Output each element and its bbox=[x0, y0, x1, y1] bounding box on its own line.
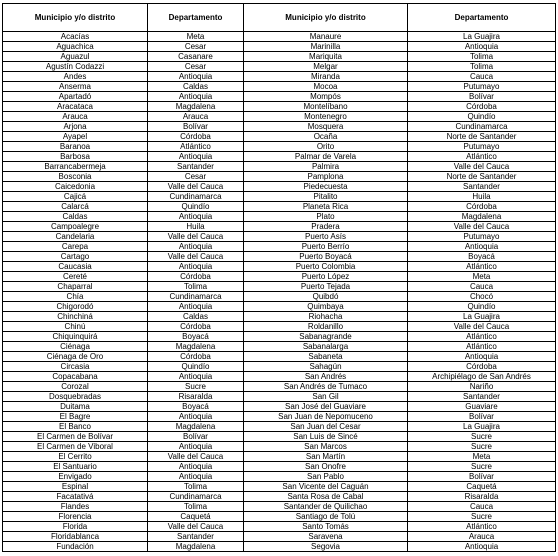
municipio-cell: Acacías bbox=[3, 32, 148, 42]
header-departamento-2: Departamento bbox=[408, 4, 556, 32]
departamento-cell: Antioquia bbox=[408, 352, 556, 362]
departamento-cell: Cesar bbox=[148, 42, 244, 52]
table-row bbox=[3, 302, 556, 312]
departamento-cell: Antioquia bbox=[148, 242, 244, 252]
municipio-cell: Aguazul bbox=[3, 52, 148, 62]
table-row bbox=[3, 532, 556, 542]
municipio-cell: Carepa bbox=[3, 242, 148, 252]
municipio-cell: Envigado bbox=[3, 472, 148, 482]
municipio-cell: Manaure bbox=[244, 32, 408, 42]
table-row bbox=[3, 232, 556, 242]
municipio-cell: Chinchiná bbox=[3, 312, 148, 322]
departamento-cell: Norte de Santander bbox=[408, 172, 556, 182]
departamento-cell: Cauca bbox=[408, 72, 556, 82]
table-row bbox=[3, 202, 556, 212]
municipio-cell: Campoalegre bbox=[3, 222, 148, 232]
municipio-cell: Saravena bbox=[244, 532, 408, 542]
municipio-cell: Ayapel bbox=[3, 132, 148, 142]
table-row bbox=[3, 172, 556, 182]
municipio-cell: Sabanalarga bbox=[244, 342, 408, 352]
departamento-cell: Chocó bbox=[408, 292, 556, 302]
municipio-cell: Facatativá bbox=[3, 492, 148, 502]
municipio-cell: Sabaneta bbox=[244, 352, 408, 362]
departamento-cell: Córdoba bbox=[408, 102, 556, 112]
departamento-cell: Cauca bbox=[408, 502, 556, 512]
departamento-cell: Cesar bbox=[148, 172, 244, 182]
municipio-cell: San Andrés bbox=[244, 372, 408, 382]
table-row bbox=[3, 72, 556, 82]
departamento-cell: Antioquia bbox=[408, 542, 556, 552]
departamento-cell: Magdalena bbox=[148, 542, 244, 552]
departamento-cell: Quindío bbox=[148, 202, 244, 212]
departamento-cell: Risaralda bbox=[148, 392, 244, 402]
departamento-cell: Valle del Cauca bbox=[148, 232, 244, 242]
departamento-cell: Guaviare bbox=[408, 402, 556, 412]
departamento-cell: Antioquia bbox=[148, 72, 244, 82]
municipio-cell: Santo Tomás bbox=[244, 522, 408, 532]
table-row bbox=[3, 402, 556, 412]
municipio-cell: Plato bbox=[244, 212, 408, 222]
departamento-cell: Nariño bbox=[408, 382, 556, 392]
municipio-cell: San Andrés de Tumaco bbox=[244, 382, 408, 392]
municipio-cell: San Juan de Nepomuceno bbox=[244, 412, 408, 422]
departamento-cell: Antioquia bbox=[148, 262, 244, 272]
departamento-cell: Santander bbox=[408, 182, 556, 192]
municipio-cell: Quibdó bbox=[244, 292, 408, 302]
departamento-cell: Putumayo bbox=[408, 232, 556, 242]
departamento-cell: Bolívar bbox=[408, 412, 556, 422]
municipio-cell: Fundación bbox=[3, 542, 148, 552]
departamento-cell: Atlántico bbox=[408, 342, 556, 352]
departamento-cell: Valle del Cauca bbox=[408, 322, 556, 332]
departamento-cell: Archipiélago de San Andrés bbox=[408, 372, 556, 382]
table-row bbox=[3, 372, 556, 382]
municipio-cell: Bosconia bbox=[3, 172, 148, 182]
municipio-cell: Duitama bbox=[3, 402, 148, 412]
municipio-cell: Ciénaga bbox=[3, 342, 148, 352]
municipio-cell: San Gil bbox=[244, 392, 408, 402]
departamento-cell: Córdoba bbox=[148, 272, 244, 282]
municipio-cell: El Carmen de Bolívar bbox=[3, 432, 148, 442]
departamento-cell: Valle del Cauca bbox=[148, 252, 244, 262]
municipio-cell: Puerto Tejada bbox=[244, 282, 408, 292]
departamento-cell: Caldas bbox=[148, 82, 244, 92]
municipio-cell: Piedecuesta bbox=[244, 182, 408, 192]
municipio-cell: Chigorodó bbox=[3, 302, 148, 312]
municipio-cell: Puerto Berrío bbox=[244, 242, 408, 252]
table-row bbox=[3, 462, 556, 472]
table-row bbox=[3, 502, 556, 512]
municipio-cell: Arjona bbox=[3, 122, 148, 132]
departamento-cell: Valle del Cauca bbox=[148, 182, 244, 192]
municipio-cell: Marinilla bbox=[244, 42, 408, 52]
table-row bbox=[3, 432, 556, 442]
table-row bbox=[3, 222, 556, 232]
header-row bbox=[3, 4, 556, 32]
municipio-cell: Dosquebradas bbox=[3, 392, 148, 402]
table-row bbox=[3, 522, 556, 532]
municipio-cell: Calarcá bbox=[3, 202, 148, 212]
table-row bbox=[3, 342, 556, 352]
municipio-cell: Flandes bbox=[3, 502, 148, 512]
municipio-cell: Mocoa bbox=[244, 82, 408, 92]
departamento-cell: Antioquia bbox=[148, 152, 244, 162]
departamento-cell: Quindío bbox=[148, 362, 244, 372]
departamento-cell: Sucre bbox=[408, 462, 556, 472]
departamento-cell: Arauca bbox=[148, 112, 244, 122]
table-row bbox=[3, 42, 556, 52]
departamento-cell: Magdalena bbox=[148, 102, 244, 112]
table-row bbox=[3, 452, 556, 462]
municipio-cell: Pamplona bbox=[244, 172, 408, 182]
departamento-cell: Atlántico bbox=[408, 262, 556, 272]
departamento-cell: Santander bbox=[148, 532, 244, 542]
departamento-cell: Casanare bbox=[148, 52, 244, 62]
table-row bbox=[3, 282, 556, 292]
departamento-cell: Boyacá bbox=[148, 402, 244, 412]
departamento-cell: Antioquia bbox=[148, 372, 244, 382]
municipio-cell: Circasia bbox=[3, 362, 148, 372]
municipio-cell: Candelaria bbox=[3, 232, 148, 242]
municipio-cell: Andes bbox=[3, 72, 148, 82]
table-row bbox=[3, 472, 556, 482]
municipio-cell: Sabanagrande bbox=[244, 332, 408, 342]
departamento-cell: Caldas bbox=[148, 312, 244, 322]
departamento-cell: Valle del Cauca bbox=[148, 452, 244, 462]
municipio-cell: Sahagún bbox=[244, 362, 408, 372]
departamento-cell: Risaralda bbox=[408, 492, 556, 502]
departamento-cell: Antioquia bbox=[148, 462, 244, 472]
departamento-cell: Bolívar bbox=[408, 92, 556, 102]
departamento-cell: Bolívar bbox=[148, 432, 244, 442]
departamento-cell: Cundinamarca bbox=[148, 492, 244, 502]
municipio-cell: Palmar de Varela bbox=[244, 152, 408, 162]
municipio-cell: Chía bbox=[3, 292, 148, 302]
departamento-cell: Cauca bbox=[408, 282, 556, 292]
departamento-cell: Caquetá bbox=[148, 512, 244, 522]
departamento-cell: Valle del Cauca bbox=[408, 162, 556, 172]
departamento-cell: Quindío bbox=[408, 302, 556, 312]
table-row bbox=[3, 32, 556, 42]
municipio-cell: San Juan del Cesar bbox=[244, 422, 408, 432]
table-row bbox=[3, 152, 556, 162]
departamento-cell: Sucre bbox=[148, 382, 244, 392]
municipio-cell: Cajicá bbox=[3, 192, 148, 202]
municipio-cell: Puerto Asís bbox=[244, 232, 408, 242]
table-row bbox=[3, 512, 556, 522]
table-row bbox=[3, 52, 556, 62]
municipio-cell: Caucasia bbox=[3, 262, 148, 272]
table-row bbox=[3, 122, 556, 132]
departamento-cell: Córdoba bbox=[148, 352, 244, 362]
table-row bbox=[3, 392, 556, 402]
municipio-cell: Aguachica bbox=[3, 42, 148, 52]
table-row bbox=[3, 242, 556, 252]
municipio-cell: San Vicente del Caguán bbox=[244, 482, 408, 492]
departamento-cell: Atlántico bbox=[408, 332, 556, 342]
municipio-cell: Florida bbox=[3, 522, 148, 532]
municipio-cell: Santander de Quilichao bbox=[244, 502, 408, 512]
departamento-cell: Santander bbox=[148, 162, 244, 172]
municipio-cell: Miranda bbox=[244, 72, 408, 82]
departamento-cell: Atlántico bbox=[408, 152, 556, 162]
table-header bbox=[3, 4, 556, 32]
departamento-cell: Meta bbox=[408, 452, 556, 462]
municipio-cell: Riohacha bbox=[244, 312, 408, 322]
table-row bbox=[3, 382, 556, 392]
table-row bbox=[3, 82, 556, 92]
departamento-cell: Valle del Cauca bbox=[408, 222, 556, 232]
departamento-cell: Santander bbox=[408, 392, 556, 402]
municipio-cell: Copacabana bbox=[3, 372, 148, 382]
municipio-cell: Pitalito bbox=[244, 192, 408, 202]
municipios-table bbox=[2, 3, 556, 552]
departamento-cell: Huila bbox=[148, 222, 244, 232]
departamento-cell: Antioquia bbox=[408, 242, 556, 252]
table-row bbox=[3, 332, 556, 342]
table-row bbox=[3, 322, 556, 332]
table-row bbox=[3, 482, 556, 492]
municipio-cell: Santa Rosa de Cabal bbox=[244, 492, 408, 502]
municipio-cell: San Luis de Sincé bbox=[244, 432, 408, 442]
municipio-cell: Melgar bbox=[244, 62, 408, 72]
table-row bbox=[3, 212, 556, 222]
municipio-cell: Puerto López bbox=[244, 272, 408, 282]
departamento-cell: Tolima bbox=[148, 482, 244, 492]
municipio-cell: Agustín Codazzi bbox=[3, 62, 148, 72]
departamento-cell: Cundinamarca bbox=[148, 292, 244, 302]
departamento-cell: Antioquia bbox=[148, 302, 244, 312]
departamento-cell: Putumayo bbox=[408, 142, 556, 152]
table-row bbox=[3, 492, 556, 502]
departamento-cell: Tolima bbox=[148, 282, 244, 292]
municipio-cell: Quimbaya bbox=[244, 302, 408, 312]
table-row bbox=[3, 362, 556, 372]
municipio-cell: San Marcos bbox=[244, 442, 408, 452]
municipio-cell: Mosquera bbox=[244, 122, 408, 132]
departamento-cell: Quindío bbox=[408, 112, 556, 122]
departamento-cell: Antioquia bbox=[148, 472, 244, 482]
municipio-cell: Mariquita bbox=[244, 52, 408, 62]
municipio-cell: Cartago bbox=[3, 252, 148, 262]
municipio-cell: Chiquinquirá bbox=[3, 332, 148, 342]
departamento-cell: La Guajira bbox=[408, 312, 556, 322]
municipio-cell: Caldas bbox=[3, 212, 148, 222]
municipio-cell: Caicedonia bbox=[3, 182, 148, 192]
table-row bbox=[3, 182, 556, 192]
table-row bbox=[3, 112, 556, 122]
municipio-cell: El Cerrito bbox=[3, 452, 148, 462]
municipio-cell: San Pablo bbox=[244, 472, 408, 482]
municipio-cell: Planeta Rica bbox=[244, 202, 408, 212]
table-row bbox=[3, 162, 556, 172]
departamento-cell: Bolívar bbox=[408, 472, 556, 482]
departamento-cell: Boyacá bbox=[148, 332, 244, 342]
table-row bbox=[3, 542, 556, 552]
departamento-cell: Huila bbox=[408, 192, 556, 202]
departamento-cell: Meta bbox=[408, 272, 556, 282]
table-row bbox=[3, 192, 556, 202]
departamento-cell: Boyacá bbox=[408, 252, 556, 262]
table-row bbox=[3, 442, 556, 452]
departamento-cell: Sucre bbox=[408, 432, 556, 442]
municipio-cell: El Bagre bbox=[3, 412, 148, 422]
municipio-cell: Ciénaga de Oro bbox=[3, 352, 148, 362]
municipio-cell: Corozal bbox=[3, 382, 148, 392]
municipio-cell: Chinú bbox=[3, 322, 148, 332]
table-row bbox=[3, 262, 556, 272]
departamento-cell: Antioquia bbox=[148, 92, 244, 102]
table-row bbox=[3, 412, 556, 422]
departamento-cell: Antioquia bbox=[148, 412, 244, 422]
departamento-cell: Norte de Santander bbox=[408, 132, 556, 142]
departamento-cell: Tolima bbox=[148, 502, 244, 512]
departamento-cell: Caquetá bbox=[408, 482, 556, 492]
municipio-cell: El Carmen de Viboral bbox=[3, 442, 148, 452]
table-row bbox=[3, 272, 556, 282]
departamento-cell: Antioquia bbox=[148, 442, 244, 452]
departamento-cell: Cundinamarca bbox=[148, 192, 244, 202]
municipio-cell: Puerto Boyacá bbox=[244, 252, 408, 262]
departamento-cell: Putumayo bbox=[408, 82, 556, 92]
table-row bbox=[3, 132, 556, 142]
table-row bbox=[3, 92, 556, 102]
municipio-cell: Barbosa bbox=[3, 152, 148, 162]
municipio-cell: Ocaña bbox=[244, 132, 408, 142]
departamento-cell: Córdoba bbox=[408, 362, 556, 372]
departamento-cell: Córdoba bbox=[408, 202, 556, 212]
departamento-cell: Bolívar bbox=[148, 122, 244, 132]
municipio-cell: Barrancabermeja bbox=[3, 162, 148, 172]
municipio-cell: Montelíbano bbox=[244, 102, 408, 112]
departamento-cell: Tolima bbox=[408, 52, 556, 62]
departamento-cell: Cundinamarca bbox=[408, 122, 556, 132]
municipio-cell: Espinal bbox=[3, 482, 148, 492]
header-municipio-1: Municipio y/o distrito bbox=[3, 4, 148, 32]
municipio-cell: Florencia bbox=[3, 512, 148, 522]
departamento-cell: Córdoba bbox=[148, 322, 244, 332]
departamento-cell: Arauca bbox=[408, 532, 556, 542]
municipio-cell: Palmira bbox=[244, 162, 408, 172]
municipio-cell: Santiago de Tolú bbox=[244, 512, 408, 522]
municipio-cell: Pradera bbox=[244, 222, 408, 232]
municipio-cell: Chaparral bbox=[3, 282, 148, 292]
departamento-cell: La Guajira bbox=[408, 422, 556, 432]
header-departamento-1: Departamento bbox=[148, 4, 244, 32]
municipio-cell: Segovia bbox=[244, 542, 408, 552]
departamento-cell: Cesar bbox=[148, 62, 244, 72]
municipio-cell: Montenegro bbox=[244, 112, 408, 122]
departamento-cell: Córdoba bbox=[148, 132, 244, 142]
table-body bbox=[3, 32, 556, 552]
departamento-cell: Magdalena bbox=[148, 342, 244, 352]
municipio-cell: Aracataca bbox=[3, 102, 148, 112]
municipio-cell: Anserma bbox=[3, 82, 148, 92]
municipio-cell: Puerto Colombia bbox=[244, 262, 408, 272]
header-municipio-2: Municipio y/o distrito bbox=[244, 4, 408, 32]
municipio-cell: El Banco bbox=[3, 422, 148, 432]
municipio-cell: Roldanillo bbox=[244, 322, 408, 332]
departamento-cell: Atlántico bbox=[148, 142, 244, 152]
municipio-cell: Mompós bbox=[244, 92, 408, 102]
table-row bbox=[3, 312, 556, 322]
departamento-cell: Antioquia bbox=[148, 212, 244, 222]
departamento-cell: Tolima bbox=[408, 62, 556, 72]
departamento-cell: La Guajira bbox=[408, 32, 556, 42]
departamento-cell: Valle del Cauca bbox=[148, 522, 244, 532]
municipio-cell: San Onofre bbox=[244, 462, 408, 472]
departamento-cell: Meta bbox=[148, 32, 244, 42]
table-row bbox=[3, 102, 556, 112]
municipio-cell: Orito bbox=[244, 142, 408, 152]
table-row bbox=[3, 252, 556, 262]
municipio-cell: Floridablanca bbox=[3, 532, 148, 542]
table-row bbox=[3, 142, 556, 152]
municipio-cell: El Santuario bbox=[3, 462, 148, 472]
municipio-cell: Arauca bbox=[3, 112, 148, 122]
departamento-cell: Magdalena bbox=[148, 422, 244, 432]
table-row bbox=[3, 422, 556, 432]
municipio-cell: San José del Guaviare bbox=[244, 402, 408, 412]
municipio-cell: Apartadó bbox=[3, 92, 148, 102]
departamento-cell: Antioquia bbox=[408, 42, 556, 52]
municipio-cell: San Martín bbox=[244, 452, 408, 462]
municipio-cell: Baranoa bbox=[3, 142, 148, 152]
departamento-cell: Atlántico bbox=[408, 522, 556, 532]
table-row bbox=[3, 292, 556, 302]
departamento-cell: Sucre bbox=[408, 442, 556, 452]
departamento-cell: Sucre bbox=[408, 512, 556, 522]
departamento-cell: Magdalena bbox=[408, 212, 556, 222]
table-row bbox=[3, 352, 556, 362]
table-row bbox=[3, 62, 556, 72]
municipio-cell: Cereté bbox=[3, 272, 148, 282]
